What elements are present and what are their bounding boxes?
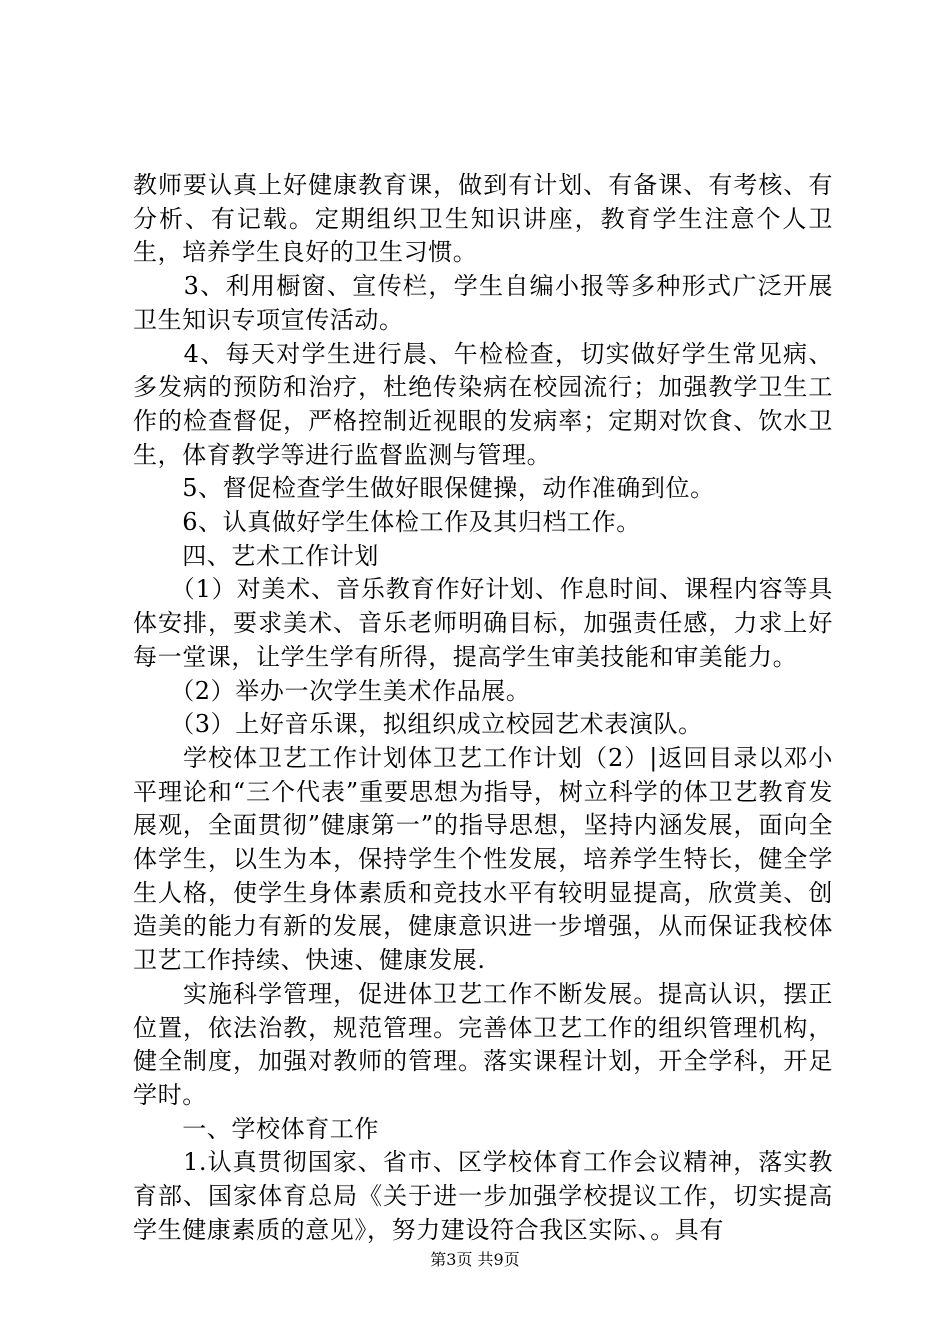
paragraph-item-5: 5、督促检查学生做好眼保健操，动作准确到位。	[133, 474, 715, 503]
paragraph-hygiene-education-cont: 教师要认真上好健康教育课，做到有计划、有备课、有考核、有分析、有记载。定期组织卫生知识讲座，教育学生注意个人卫生，培养学生良好的卫生习惯。	[133, 171, 833, 267]
paragraph-management: 实施科学管理，促进体卫艺工作不断发展。提高认识，摆正位置，依法治教，规范管理。完善体卫艺工作的组织管理机构，健全制度，加强对教师的管理。落实课程计划，开全学科，开足学时。	[133, 979, 833, 1109]
paragraph-art-item-2: （2）举办一次学生美术作品展。	[133, 676, 531, 705]
paragraph-plan-2-intro: 学校体卫艺工作计划体卫艺工作计划（2）|返回目录以邓小平理论和“三个代表”重要思想为指导，树立科学的体卫艺教育发展观，全面贯彻”健康第一”的指导思想，坚持内涵发展，面向全体学生，以生为本，保持学生个性发展，培养学生特长，健全学生人格，使学生身体素质和竞技水平有较明显提高，欣赏美、创造美的能力有新的发展，健康意识进一步增强，从而保证我校体卫艺工作持续、快速、健康发展.	[133, 743, 833, 975]
paragraph-item-6: 6、认真做好学生体检工作及其归档工作。	[133, 508, 641, 537]
paragraph-pe-item-1: 1.认真贯彻国家、省市、区学校体育工作会议精神，落实教育部、国家体育总局《关于进一步加强学校提议工作，切实提高学生健康素质的意见》，努力建设符合我区实际、。具有	[133, 1148, 833, 1244]
paragraph-item-3: 3、利用橱窗、宣传栏，学生自编小报等多种形式广泛开展卫生知识专项宣传活动。	[133, 272, 833, 334]
section-heading-art-plan: 四、艺术工作计划	[133, 541, 379, 570]
paragraph-art-item-1: （1）对美术、音乐教育作好计划、作息时间、课程内容等具体安排，要求美术、音乐老师明确目标，加强责任感，力求上好每一堂课，让学生学有所得，提高学生审美技能和审美能力。	[133, 575, 833, 671]
paragraph-item-4: 4、每天对学生进行晨、午检检查，切实做好学生常见病、多发病的预防和治疗，杜绝传染病在校园流行；加强教学卫生工作的检查督促，严格控制近视眼的发病率；定期对饮食、饮水卫生，体育教学等进行监督监测与管理。	[133, 339, 833, 469]
section-heading-pe-work: 一、学校体育工作	[133, 1114, 379, 1143]
page-number-footer: 第3页 共9页	[430, 1250, 520, 1269]
body-text	[133, 169, 833, 1248]
paragraph-art-item-3: （3）上好音乐课，拟组织成立校园艺术表演队。	[133, 710, 703, 739]
